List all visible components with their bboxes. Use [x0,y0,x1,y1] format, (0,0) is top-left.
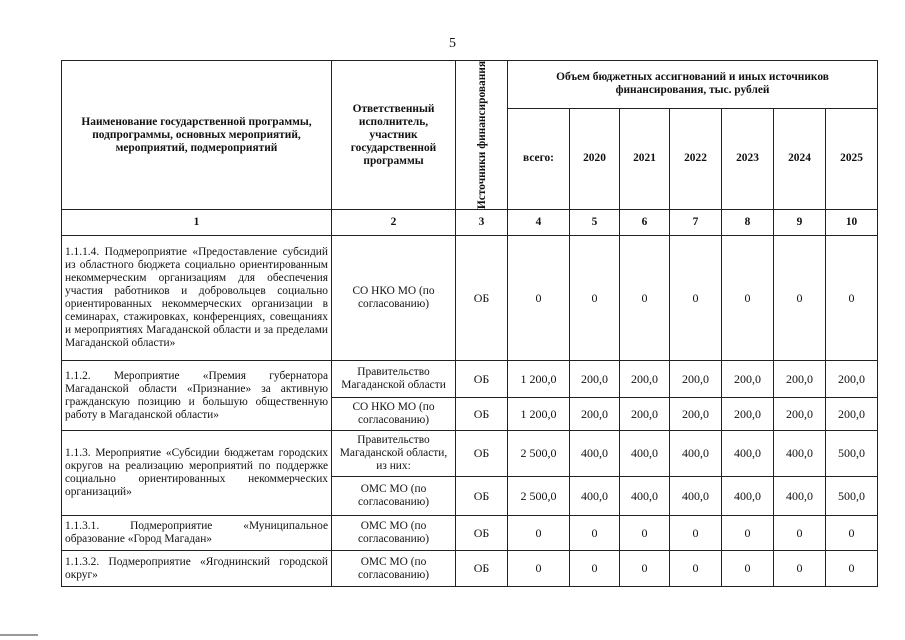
row-value: 0 [826,236,878,361]
row-value: 0 [774,236,826,361]
row-name: 1.1.3. Мероприятие «Субсидии бюджетам городских округов на реализацию мероприятий по поддержке социально ориентированных некоммерческих организаций» [62,431,332,516]
header-executor: Ответственный исполнитель, участник государственной программы [332,61,456,210]
page-number: 5 [449,36,456,51]
header-name: Наименование государственной программы, подпрограммы, основных мероприятий, мероприятий, подмероприятий [62,61,332,210]
row-value: 400,0 [722,477,774,516]
row-value: 200,0 [570,361,620,398]
header-year: 2024 [774,108,826,209]
row-value: 0 [722,516,774,551]
row-source: ОБ [456,236,508,361]
row-value: 200,0 [826,361,878,398]
row-executor: Правительство Магаданской области [332,361,456,398]
header-year: 2020 [570,108,620,209]
row-source: ОБ [456,551,508,587]
row-value: 400,0 [774,477,826,516]
row-value: 0 [722,551,774,587]
column-number: 1 [62,210,332,236]
column-number: 8 [722,210,774,236]
row-value: 2 500,0 [508,477,570,516]
column-number: 9 [774,210,826,236]
row-value: 0 [826,551,878,587]
budget-table [61,60,878,587]
row-value: 0 [570,516,620,551]
header-year: 2021 [620,108,670,209]
row-value: 0 [508,516,570,551]
header-year: 2023 [722,108,774,209]
column-number: 2 [332,210,456,236]
column-number: 5 [570,210,620,236]
row-value: 0 [620,516,670,551]
row-value: 0 [774,516,826,551]
row-value: 200,0 [722,361,774,398]
table-row [62,551,878,587]
row-value: 400,0 [570,477,620,516]
scan-artifact [0,634,38,636]
row-source: ОБ [456,431,508,477]
row-value: 0 [508,551,570,587]
row-executor: ОМС МО (по согласованию) [332,551,456,587]
row-value: 200,0 [620,361,670,398]
row-value: 200,0 [774,398,826,431]
table-row [62,361,878,398]
row-value: 200,0 [670,398,722,431]
table-row [62,236,878,361]
row-value: 400,0 [774,431,826,477]
header-source: Источники финансирования [475,61,488,210]
header-year: 2022 [670,108,722,209]
column-number: 3 [456,210,508,236]
row-name: 1.1.2. Мероприятие «Премия губернатора Магаданской области «Признание» за активную гражданскую позицию и большую общественную работу в Магаданской области» [62,361,332,431]
row-value: 0 [620,236,670,361]
row-source: ОБ [456,516,508,551]
row-value: 200,0 [670,361,722,398]
row-value: 0 [826,516,878,551]
row-executor: ОМС МО (по согласованию) [332,516,456,551]
row-value: 200,0 [570,398,620,431]
table-row [62,516,878,551]
row-executor: СО НКО МО (по согласованию) [332,398,456,431]
row-executor: ОМС МО (по согласованию) [332,477,456,516]
row-name: 1.1.3.1. Подмероприятие «Муниципальное образование «Город Магадан» [62,516,332,551]
row-value: 400,0 [670,431,722,477]
row-value: 0 [570,551,620,587]
row-value: 0 [774,551,826,587]
row-value: 0 [570,236,620,361]
row-value: 1 200,0 [508,398,570,431]
column-number: 10 [826,210,878,236]
row-source: ОБ [456,398,508,431]
column-number: 7 [670,210,722,236]
row-value: 0 [670,236,722,361]
row-value: 0 [620,551,670,587]
row-source: ОБ [456,477,508,516]
row-value: 0 [670,516,722,551]
column-number: 4 [508,210,570,236]
row-value: 200,0 [722,398,774,431]
table-row [62,431,878,477]
row-source: ОБ [456,361,508,398]
row-name: 1.1.1.4. Подмероприятие «Предоставление субсидий из областного бюджета социально ориентированным некоммерческим организациям для обеспечения участия работников и добровольцев социально ориентированных некоммерческих организации в семинарах, стажировках, конференциях, совещаниях и мероприятиях Магаданской области и за пределами Магаданской области» [62,236,332,361]
row-value: 0 [722,236,774,361]
header-year: 2025 [826,108,878,209]
row-value: 200,0 [774,361,826,398]
row-value: 2 500,0 [508,431,570,477]
row-value: 1 200,0 [508,361,570,398]
row-value: 400,0 [570,431,620,477]
row-executor: СО НКО МО (по согласованию) [332,236,456,361]
row-value: 0 [670,551,722,587]
header-volume: Объем бюджетных ассигнований и иных источников финансирования, тыс. рублей [508,61,878,109]
row-value: 500,0 [826,477,878,516]
row-value: 0 [508,236,570,361]
header-total: всего: [508,108,570,209]
header-source-cell [456,61,508,210]
row-value: 200,0 [620,398,670,431]
row-value: 500,0 [826,431,878,477]
row-value: 400,0 [722,431,774,477]
row-executor: Правительство Магаданской области, из них: [332,431,456,477]
row-name: 1.1.3.2. Подмероприятие «Ягоднинский городской округ» [62,551,332,587]
row-value: 400,0 [620,477,670,516]
row-value: 400,0 [670,477,722,516]
row-value: 400,0 [620,431,670,477]
column-number: 6 [620,210,670,236]
row-value: 200,0 [826,398,878,431]
